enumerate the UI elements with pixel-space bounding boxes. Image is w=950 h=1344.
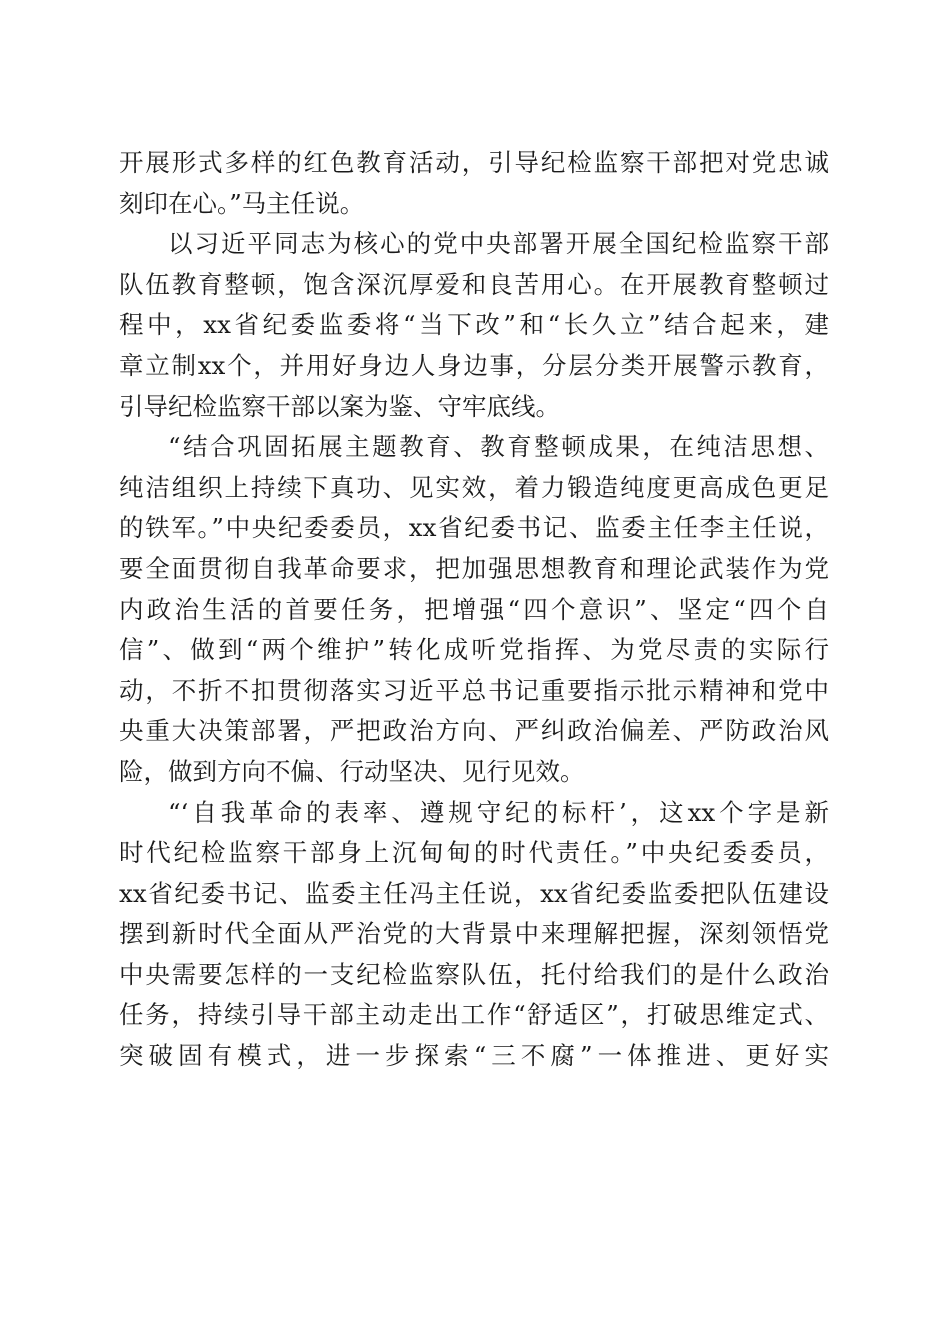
- text-line: 动，不折不扣贯彻落实习近平总书记重要指示批示精神和党中: [119, 675, 829, 705]
- text-line: 程中，xx省纪委监委将“当下改”和“长久立”结合起来，建: [119, 310, 829, 340]
- text-line: 章立制xx个，并用好身边人身边事，分层分类开展警示教育，: [119, 350, 829, 380]
- text-line: 摆到新时代全面从严治党的大背景中来理解把握，深刻领悟党: [119, 919, 829, 949]
- text-line: 纯洁组织上持续下真功、见实效，着力锻造纯度更高成色更足: [119, 472, 829, 502]
- text-line: 队伍教育整顿，饱含深沉厚爱和良苦用心。在开展教育整顿过: [119, 269, 829, 299]
- text-line: 刻印在心。”马主任说。: [119, 188, 365, 218]
- text-line: 时代纪检监察干部身上沉甸甸的时代责任。”中央纪委委员，: [119, 838, 829, 868]
- text-line: “‘自我革命的表率、遵规守纪的标杆’，这xx个字是新: [168, 797, 829, 827]
- text-line: 以习近平同志为核心的党中央部署开展全国纪检监察干部: [168, 229, 829, 259]
- text-line: 信”、做到“两个维护”转化成听党指挥、为党尽责的实际行: [119, 635, 829, 665]
- text-line: 开展形式多样的红色教育活动，引导纪检监察干部把对党忠诚: [119, 148, 829, 177]
- text-line: 央重大决策部署，严把政治方向、严纠政治偏差、严防政治风: [119, 716, 829, 746]
- text-line: 突破固有模式，进一步探索“三不腐”一体推进、更好实: [119, 1041, 829, 1071]
- text-line: “结合巩固拓展主题教育、教育整顿成果，在纯洁思想、: [168, 432, 829, 462]
- text-line: 内政治生活的首要任务，把增强“四个意识”、坚定“四个自: [119, 594, 829, 624]
- text-line: 的铁军。”中央纪委委员，xx省纪委书记、监委主任李主任说，: [119, 513, 829, 543]
- text-line: 任务，持续引导干部主动走出工作“舒适区”，打破思维定式、: [119, 1000, 829, 1030]
- text-line: 险，做到方向不偏、行动坚决、见行见效。: [119, 756, 585, 786]
- text-line: xx省纪委书记、监委主任冯主任说，xx省纪委监委把队伍建设: [119, 878, 829, 908]
- text-line: 中央需要怎样的一支纪检监察队伍，托付给我们的是什么政治: [119, 959, 829, 989]
- document-body: [119, 143, 829, 1077]
- text-line: 要全面贯彻自我革命要求，把加强思想教育和理论武装作为党: [119, 553, 829, 583]
- text-line: 引导纪检监察干部以案为鉴、守牢底线。: [119, 391, 560, 421]
